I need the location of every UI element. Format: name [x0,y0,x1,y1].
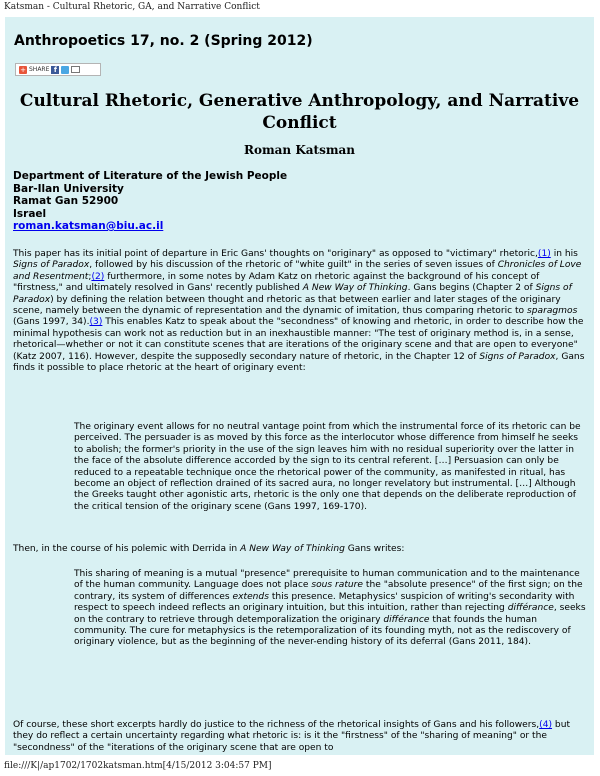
article-title: Cultural Rhetoric, Generative Anthropology, and Narrative Conflict [19,91,580,133]
print-footer: file:///K|/ap1702/1702katsman.htm[4/15/2012 3:04:57 PM] [4,761,272,771]
footnote-link-3[interactable]: (3) [89,317,103,328]
footnote-link-4[interactable]: (4) [539,720,553,730]
print-header: Katsman - Cultural Rhetoric, GA, and Narrative Conflict [4,2,260,12]
footnote-link-2[interactable]: (2) [91,271,105,282]
article-author: Roman Katsman [243,143,356,157]
affiliation-university: Bar-Ilan University [13,182,124,195]
twitter-icon[interactable] [61,66,69,74]
share-button[interactable] [15,63,101,76]
journal-issue: Anthropoetics 17, no. 2 (Spring 2012) [14,33,313,49]
block-quote-1: The originary event allows for no neutral vantage point from which the instrumental force of its rhetoric can be perceived. The persuader is as moved by this force as the interlocutor whose difference from himself he seeks to abolish; the former's priority in the use of the sign leaves him with no residual superiority over the latter in the face of the absolute difference accorded by the sign to its central referent. […] Persuasion can only be reduced to a repeatable technique once the rhetorical power of the community, as manifested in ritual, has become an object of reflection drained of its sacred aura, no longer revelatory but instrumental. […] Although the Greeks taught other agonistic arts, rhetoric is the only one that depends on the deliberate reproduction of the critical tension of the originary scene (Gans 1997, 169-170). [74,422,581,512]
affiliation-dept: Department of Literature of the Jewish People [13,170,288,182]
paragraph-3: Of course, these short excerpts hardly do justice to the richness of the rhetorical insights of Gans and his followers,(4) but they do reflect a certain uncertainty regarding what rhetoric is: is it the "firstness" of the "sharing of meaning" or the "secondness" of the "iterations of the originary scene that are open to [13,720,571,753]
email-icon[interactable] [71,66,80,73]
affiliation-country: Israel [13,207,47,220]
paragraph-2: Then, in the course of his polemic with Derrida in A New Way of Thinking Gans writes: [13,544,405,554]
footnote-link-1[interactable]: (1) [537,249,551,259]
facebook-icon[interactable]: f [51,66,59,74]
block-quote-2: This sharing of meaning is a mutual "presence" prerequisite to human communication and to the maintenance of the human community. Language does not place sous rature the "absolute presence" of the first sign; on the contrary, its system of differences extends this presence. Metaphysics' suspicion of writing's secondarity with respect to speech indeed reflects an originary intuition, but this intuition, rather than rejecting différance, seeks on the contrary to retrieve through detemporalization the originary différance that founds the human community. The cure for metaphysics is the retemporalization of its founding myth, not as the rediscovery of originary violence, but as the beginning of the never-ending history of its deferral (Gans 2011, 184). [74,569,586,648]
author-email-link[interactable]: roman.katsman@biu.ac.il [13,220,164,232]
share-plus-icon: + [20,65,26,74]
share-label: SHARE [29,66,50,73]
article-page [5,17,594,755]
paragraph-1: This paper has its initial point of departure in Eric Gans' thoughts on "originary" as opposed to "victimary" rhetoric,(1) in his Signs of Paradox, followed by his discussion of the rhetoric of "white guilt" in the series of seven issues of Chronicles of Love and Resentment;(2) furthermore, in some notes by Adam Katz on rhetoric against the background of his concept of "firstness," and ultimately resolved in Gans' recently published A New Way of Thinking. Gans begins (Chapter 2 of Signs of Paradox) by defining the relation between thought and rhetoric as that between earlier and later stages of the originary scene, namely between the dynamic of representation and the dynamic of imitation, thus comparing rhetoric to sparagmos (Gans 1997, 34).(3) This enables Katz to speak about the "secondness" of knowing and rhetoric, in order to describe how the minimal hypothesis can work not as reduction but in an inexhaustible manner: "The test of originary method is, in a sense, rhetorical—whether or not it can constitute scenes that are iterations of the originary scene and that are open to everyone" (Katz 2007, 116). However, despite the supposedly secondary nature of rhetoric, in the Chapter 12 of Signs of Paradox, Gans finds it possible to place rhetoric at the heart of originary event: [13,249,585,374]
affiliation-city: Ramat Gan 52900 [13,195,119,207]
author-affiliation [13,170,287,233]
